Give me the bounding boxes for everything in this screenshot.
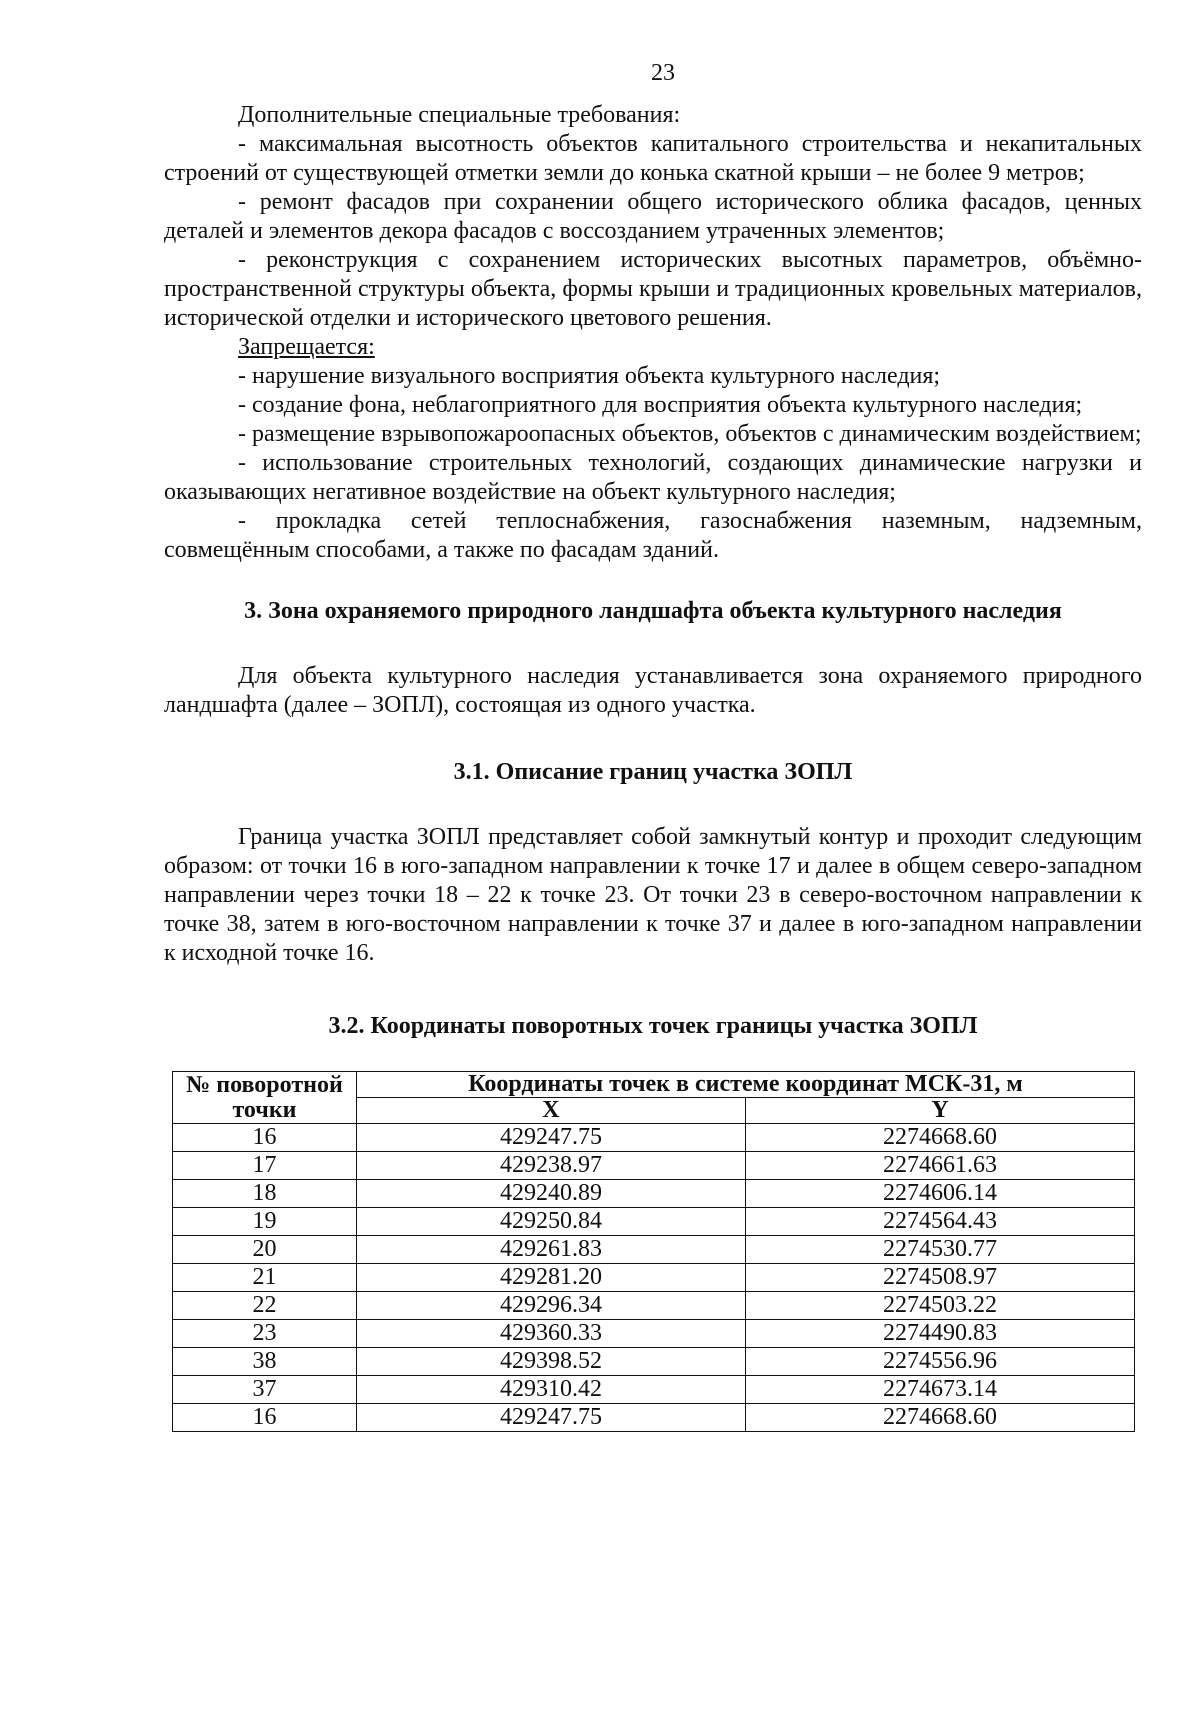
table-row — [173, 1236, 1135, 1264]
table-row — [173, 1292, 1135, 1320]
cell-point: 19 — [173, 1208, 357, 1236]
header-x: X — [356, 1098, 745, 1124]
cell-x: 429250.84 — [356, 1208, 745, 1236]
cell-y: 2274564.43 — [745, 1208, 1134, 1236]
section-3-1-text: Граница участка ЗОПЛ представляет собой замкнутый контур и проходит следующим образом: от точки 16 в юго-западном направлении к точке 17 и далее в общем северо-западном направлении через точки 18 – 22 к точке 23. От точки 23 в северо-восточном направлении к точке 38, затем в юго-восточном направлении к точке 37 и далее в юго-западном направлении к исходной точке 16. — [164, 824, 1142, 966]
cell-y: 2274530.77 — [745, 1236, 1134, 1264]
cell-x: 429296.34 — [356, 1292, 745, 1320]
table-row — [173, 1180, 1135, 1208]
requirements-title: Дополнительные специальные требования: — [238, 102, 681, 128]
coordinates-table — [172, 1071, 1135, 1432]
requirement-item: - ремонт фасадов при сохранении общего исторического облика фасадов, ценных деталей и элементов декора фасадов с воссозданием утраченных элементов; — [164, 189, 1142, 244]
header-point: № поворотной точки — [173, 1072, 357, 1124]
cell-x: 429240.89 — [356, 1180, 745, 1208]
cell-x: 429238.97 — [356, 1152, 745, 1180]
section-3-2-heading: 3.2. Координаты поворотных точек границы участка ЗОПЛ — [328, 1013, 978, 1039]
cell-y: 2274668.60 — [745, 1124, 1134, 1152]
table-row — [173, 1376, 1135, 1404]
section-3-1-heading: 3.1. Описание границ участка ЗОПЛ — [453, 759, 853, 785]
cell-y: 2274490.83 — [745, 1320, 1134, 1348]
prohibited-item: - размещение взрывопожароопасных объектов, объектов с динамическим воздействием; — [238, 421, 1142, 447]
cell-point: 16 — [173, 1124, 357, 1152]
header-y: Y — [745, 1098, 1134, 1124]
cell-y: 2274503.22 — [745, 1292, 1134, 1320]
table-row — [173, 1124, 1135, 1152]
cell-y: 2274668.60 — [745, 1404, 1134, 1432]
table-row — [173, 1348, 1135, 1376]
cell-point: 17 — [173, 1152, 357, 1180]
cell-x: 429247.75 — [356, 1404, 745, 1432]
section-3-text: Для объекта культурного наследия устанавливается зона охраняемого природного ландшафта (далее – ЗОПЛ), состоящая из одного участка. — [164, 663, 1142, 718]
cell-y: 2274673.14 — [745, 1376, 1134, 1404]
cell-y: 2274508.97 — [745, 1264, 1134, 1292]
table-row — [173, 1208, 1135, 1236]
cell-point: 38 — [173, 1348, 357, 1376]
cell-y: 2274556.96 — [745, 1348, 1134, 1376]
cell-y: 2274606.14 — [745, 1180, 1134, 1208]
prohibited-item: - использование строительных технологий, создающих динамические нагрузки и оказывающих негативное воздействие на объект культурного наследия; — [164, 450, 1142, 505]
document-page — [164, 60, 1142, 1432]
table-row — [173, 1404, 1135, 1432]
page-number: 23 — [651, 60, 675, 86]
cell-x: 429261.83 — [356, 1236, 745, 1264]
cell-point: 37 — [173, 1376, 357, 1404]
cell-x: 429360.33 — [356, 1320, 745, 1348]
prohibited-item: - прокладка сетей теплоснабжения, газоснабжения наземным, надземным, совмещённым способами, а также по фасадам зданий. — [164, 508, 1142, 563]
cell-x: 429247.75 — [356, 1124, 745, 1152]
cell-point: 16 — [173, 1404, 357, 1432]
cell-point: 20 — [173, 1236, 357, 1264]
cell-point: 21 — [173, 1264, 357, 1292]
requirement-item: - максимальная высотность объектов капитального строительства и некапитальных строений от существующей отметки земли до конька скатной крыши – не более 9 метров; — [164, 131, 1142, 186]
table-row — [173, 1320, 1135, 1348]
prohibited-item: - нарушение визуального восприятия объекта культурного наследия; — [238, 363, 941, 389]
cell-point: 23 — [173, 1320, 357, 1348]
cell-point: 18 — [173, 1180, 357, 1208]
cell-x: 429281.20 — [356, 1264, 745, 1292]
cell-point: 22 — [173, 1292, 357, 1320]
table-row — [173, 1264, 1135, 1292]
prohibited-title-line — [164, 333, 1142, 362]
section-3-heading: 3. Зона охраняемого природного ландшафта объекта культурного наследия — [244, 598, 1062, 624]
prohibited-title: Запрещается: — [238, 334, 375, 360]
cell-y: 2274661.63 — [745, 1152, 1134, 1180]
table-row — [173, 1152, 1135, 1180]
cell-x: 429310.42 — [356, 1376, 745, 1404]
prohibited-item: - создание фона, неблагоприятного для восприятия объекта культурного наследия; — [238, 392, 1083, 418]
requirement-item: - реконструкция с сохранением исторических высотных параметров, объёмно-пространственной структуры объекта, формы крыши и традиционных кровельных материалов, исторической отделки и исторического цветового решения. — [164, 247, 1142, 331]
header-coords: Координаты точек в системе координат МСК-31, м — [356, 1072, 1134, 1098]
cell-x: 429398.52 — [356, 1348, 745, 1376]
